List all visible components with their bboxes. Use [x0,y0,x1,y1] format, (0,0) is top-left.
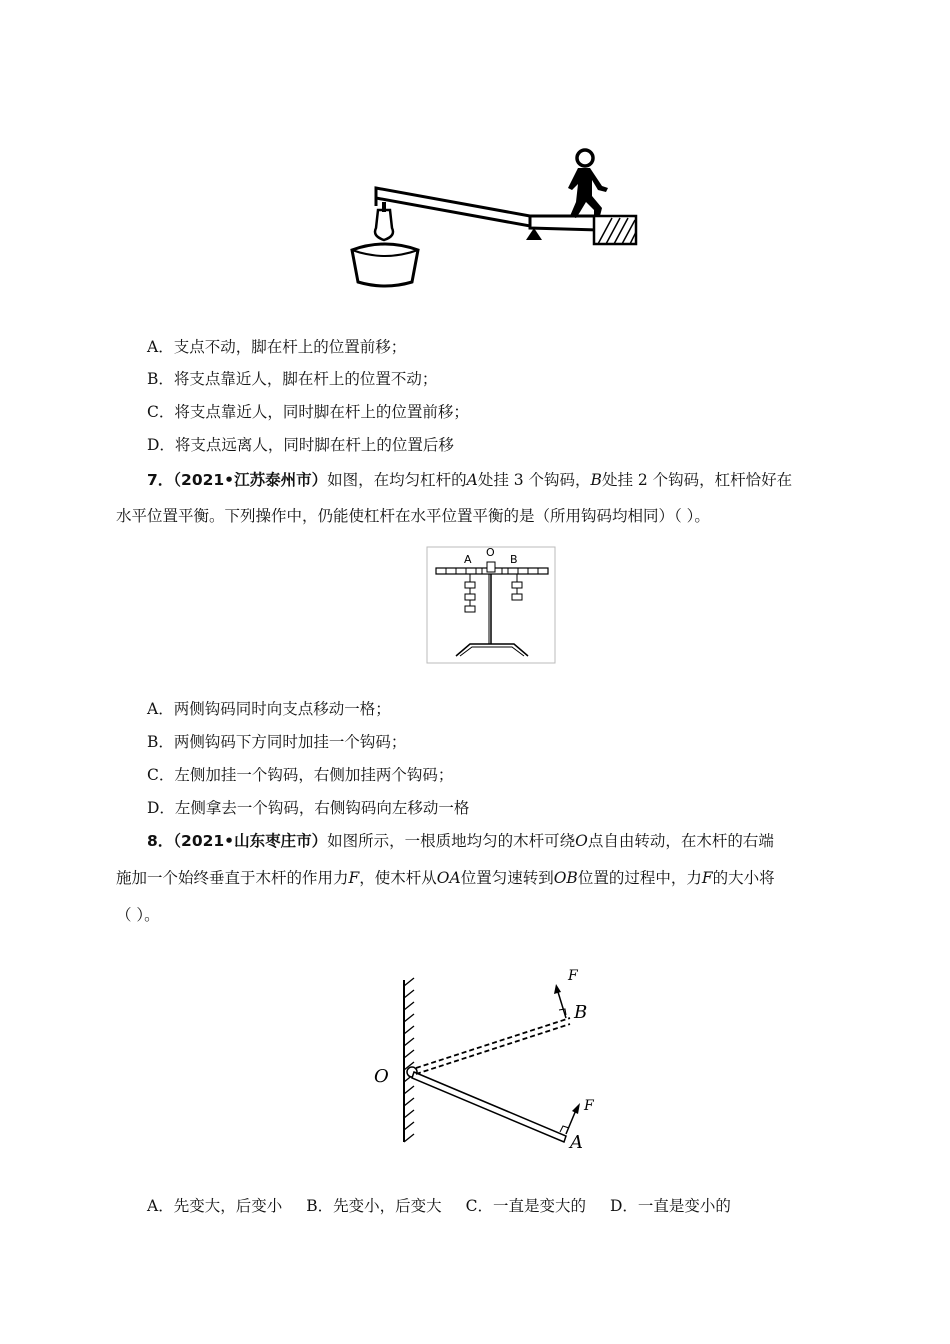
q8-var-o: O [575,832,588,850]
q7-stem-line2: 水平位置平衡。下列操作中，仍能使杠杆在水平位置平衡的是（所用钩码均相同）（ ）。 [116,507,710,525]
figure-label-a: A [570,1132,583,1153]
q8-var-f: F [348,869,360,887]
q8-var-oa: OA [436,869,461,887]
figure-label-f-a: F [584,1098,594,1114]
q7-option-c: C．左侧加挂一个钩码，右侧加挂两个钩码； [147,766,454,784]
q6-option-c: C．将支点靠近人，同时脚在杆上的位置前移； [147,403,469,421]
q8-options-row [147,1194,755,1216]
q6-option-b: B．将支点靠近人，脚在杆上的位置不动； [147,370,438,388]
q7-option-b: B．两侧钩码下方同时加挂一个钩码； [147,733,407,751]
q8-stem-line3: （ ）。 [116,906,160,924]
q7-source: （2021•江苏泰州市） [173,471,328,489]
q7-text: 处挂 2 个钩码，杠杆恰好在 [601,471,793,489]
figure-label-b: B [574,1002,588,1023]
q7-stem-line1 [147,468,792,490]
q8-text: ，使木杆从 [359,869,437,887]
q8-option-d: D．一直是变小的 [609,1197,731,1215]
q7-text: 如图，在均匀杠杆的 [327,471,467,489]
q8-var-f: F [701,869,713,887]
figure-label-o: O [486,546,495,559]
q8-text: 位置的过程中，力 [577,869,702,887]
q8-text: 点自由转动，在木杆的右端 [587,832,774,850]
figure-label-f-b: F [568,968,578,984]
q8-text: 的大小将 [712,869,775,887]
q7-option-d: D．左侧拿去一个钩码，右侧钩码向左移动一格 [147,799,470,817]
q7-text: 处挂 3 个钩码， [477,471,591,489]
q7-var-a: A [466,471,478,489]
q8-option-b: B．先变小，后变大 [306,1197,442,1215]
lever-pestle-figure [340,140,650,300]
q8-text: 如图所示，一根质地均匀的木杆可绕 [327,832,576,850]
q8-option-c: C．一直是变大的 [465,1197,586,1215]
q8-var-ob: OB [553,869,578,887]
q8-number: 8． [147,832,174,850]
balance-lever-figure [426,546,556,664]
figure-label-b: B [510,553,518,566]
q7-option-a: A．两侧钩码同时向支点移动一格； [147,700,391,718]
figure-label-a: A [464,553,472,566]
q8-text: 施加一个始终垂直于木杆的作用力 [116,869,349,887]
rotating-rod-figure [370,960,610,1160]
q6-option-d: D．将支点远离人，同时脚在杆上的位置后移 [147,436,454,454]
q8-source: （2021•山东枣庄市） [173,832,328,850]
q8-stem-line1 [147,829,774,851]
q8-text: 位置匀速转到 [460,869,554,887]
q7-var-b: B [590,471,602,489]
q8-option-a: A．先变大，后变小 [147,1197,283,1215]
q6-option-a: A．支点不动，脚在杆上的位置前移； [147,338,407,356]
q7-number: 7． [147,471,174,489]
q8-stem-line2 [116,866,775,888]
figure-label-o: O [374,1066,389,1087]
